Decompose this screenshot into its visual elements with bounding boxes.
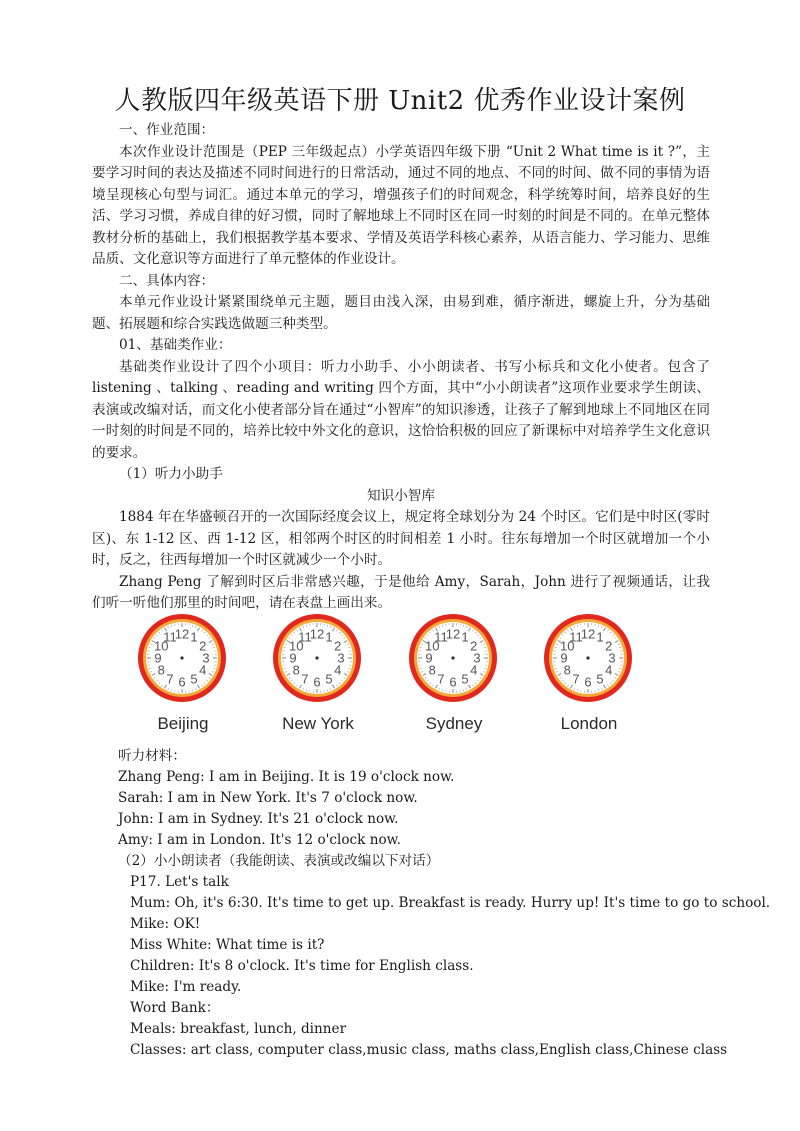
clock-numeral: 4 (334, 662, 342, 678)
clock-numeral: 6 (178, 674, 186, 690)
clock-numeral: 11 (434, 629, 448, 645)
clock-face-icon (407, 612, 499, 704)
clock-numeral: 6 (584, 674, 592, 690)
city-label: Beijing (157, 714, 209, 733)
clock-face-icon (136, 612, 228, 704)
listening-material (118, 746, 718, 872)
clock-numeral: 9 (154, 650, 162, 666)
listening-label: 听力材料： (118, 748, 186, 764)
clock-numeral: 5 (325, 671, 333, 687)
clock-numeral: 5 (190, 671, 198, 687)
paragraph-scope: 本次作业设计范围是（PEP 三年级起点）小学英语四年级下册 “Unit 2 What time is it ?”，主要学习时间的表达及描述不同时间进行的日常活动，通过不同的地点、不同的时间、做不同的事情为语境呈现核心句型与词汇。通过本单元的学习，增强孩子们的时间观念，科学统筹时间，培养良好的生活、学习习惯，养成自律的好习惯，同时了解地球上不同时区在同一时刻的时间是不同的。在单元整体教材分析的基础上，我们根据教学基本要求、学情及英语学科核心素养，从语言能力、学习能力、思维品质、文化意识等方面进行了单元整体的作业设计。 (92, 143, 710, 267)
dialogue-section (130, 872, 771, 1061)
clock-numeral: 8 (157, 662, 165, 678)
clock-numeral: 12 (445, 626, 461, 642)
clock-numeral: 8 (428, 662, 436, 678)
dialogue-line: Mum: Oh, it's 6:30. It's time to get up. Breakfast is ready. Hurry up! It's time to go to school. (130, 895, 771, 911)
clock-row (118, 612, 678, 742)
clock-numeral: 3 (337, 650, 345, 666)
city-label: Sydney (425, 714, 483, 733)
heading-basic: 01、基础类作业： (119, 337, 232, 353)
clock-numeral: 9 (425, 650, 433, 666)
city-label: New York (282, 714, 354, 733)
reader-heading: （2）小小朗读者（我能朗读、表演或改编以下对话） (118, 853, 440, 869)
clock-numeral: 7 (166, 671, 174, 687)
heading-knowledge-bank: 知识小智库 (367, 487, 435, 504)
clock-numeral: 7 (572, 671, 580, 687)
clock-numeral: 9 (289, 650, 297, 666)
clock-london (534, 612, 644, 742)
paragraph-zhang-peng: Zhang Peng 了解到时区后非常感兴趣，于是他给 Amy，Sarah，John 进行了视频通话，让我们听一听他们那里的时间吧，请在表盘上画出来。 (92, 573, 710, 611)
clock-numeral: 1 (190, 629, 198, 645)
clock-numeral: 7 (437, 671, 445, 687)
clock-numeral: 2 (334, 638, 342, 654)
clock-new-york (263, 612, 373, 742)
dialogue-line: Mike: I'm ready. (130, 979, 242, 995)
dialogue-line: Miss White: What time is it? (130, 937, 325, 953)
clock-numeral: 11 (569, 629, 583, 645)
page-title: 人教版四年级英语下册 Unit2 优秀作业设计案例 (114, 86, 686, 116)
clock-numeral: 9 (560, 650, 568, 666)
clock-beijing (128, 612, 238, 742)
clock-numeral: 8 (292, 662, 300, 678)
clock-numeral: 5 (596, 671, 604, 687)
clock-sydney (399, 612, 509, 742)
paragraph-basic: 基础类作业设计了四个小项目：听力小助手、小小朗读者、书写小标兵和文化小使者。包含了 listening 、talking 、reading and writing 四个方面，其中“小小朗读者”这项作业要求学生朗读、表演或改编对话，而文化小使者部分旨在通过“小智库”的知识渗透，让孩子了解到地球上不同地区在同一时刻的时间是不同的，培养比较中外文化的意识，这恰恰积极的回应了新课标中对培养学生文化意识的要求。 (92, 358, 710, 461)
listening-line: John: I am in Sydney. It's 21 o'clock now. (118, 811, 399, 827)
city-label: London (560, 714, 618, 733)
clock-numeral: 12 (309, 626, 325, 642)
clock-numeral: 4 (605, 662, 613, 678)
clock-numeral: 7 (301, 671, 309, 687)
heading-content: 二、具体内容： (119, 272, 215, 289)
clock-numeral: 11 (163, 629, 177, 645)
clock-numeral: 10 (288, 638, 304, 654)
dialogue-line: P17. Let's talk (130, 874, 229, 890)
clock-numeral: 10 (559, 638, 575, 654)
clock-numeral: 2 (199, 638, 207, 654)
heading-scope: 一、作业范围： (119, 122, 215, 138)
dialogue-line: Mike: OK! (130, 916, 201, 932)
clock-numeral: 11 (298, 629, 312, 645)
clock-numeral: 3 (202, 650, 210, 666)
clock-numeral: 1 (325, 629, 333, 645)
clock-numeral: 4 (470, 662, 478, 678)
clock-numeral: 12 (174, 626, 190, 642)
clock-numeral: 3 (473, 650, 481, 666)
clock-face-icon (271, 612, 363, 704)
listening-line: Zhang Peng: I am in Beijing. It is 19 o'clock now. (118, 769, 455, 785)
clock-numeral: 8 (563, 662, 571, 678)
clock-numeral: 6 (313, 674, 321, 690)
clock-numeral: 1 (596, 629, 604, 645)
clock-numeral: 1 (461, 629, 469, 645)
clock-numeral: 10 (153, 638, 169, 654)
clock-numeral: 5 (461, 671, 469, 687)
clock-numeral: 10 (424, 638, 440, 654)
listening-line: Sarah: I am in New York. It's 7 o'clock now. (118, 790, 418, 806)
heading-listening-helper: （1）听力小助手 (119, 466, 223, 482)
paragraph-content: 本单元作业设计紧紧围绕单元主题，题目由浅入深，由易到难，循序渐进，螺旋上升，分为基础题、拓展题和综合实践选做题三种类型。 (92, 294, 710, 332)
dialogue-line: Children: It's 8 o'clock. It's time for English class. (130, 958, 474, 974)
listening-line: Amy: I am in London. It's 12 o'clock now. (118, 832, 401, 848)
word-bank-line: Classes: art class, computer class,music class, maths class,English class,Chinese class (130, 1042, 728, 1058)
clock-face-icon (542, 612, 634, 704)
clock-numeral: 2 (470, 638, 478, 654)
clock-numeral: 4 (199, 662, 207, 678)
clock-numeral: 6 (449, 674, 457, 690)
clock-numeral: 2 (605, 638, 613, 654)
word-bank-line: Meals: breakfast, lunch, dinner (130, 1021, 347, 1037)
body-section (92, 120, 710, 615)
clock-numeral: 12 (580, 626, 596, 642)
word-bank-label: Word Bank： (130, 1000, 220, 1016)
paragraph-time-zones: 1884 年在华盛顿召开的一次国际经度会议上，规定将全球划分为 24 个时区。它们是中时区(零时区)、东 1-12 区、西 1-12 区，相邻两个时区的时间相差 1 小时。往东每增加一个时区就增加一个小时，反之，往西每增加一个时区就减少一个小时。 (92, 509, 710, 568)
clock-numeral: 3 (608, 650, 616, 666)
